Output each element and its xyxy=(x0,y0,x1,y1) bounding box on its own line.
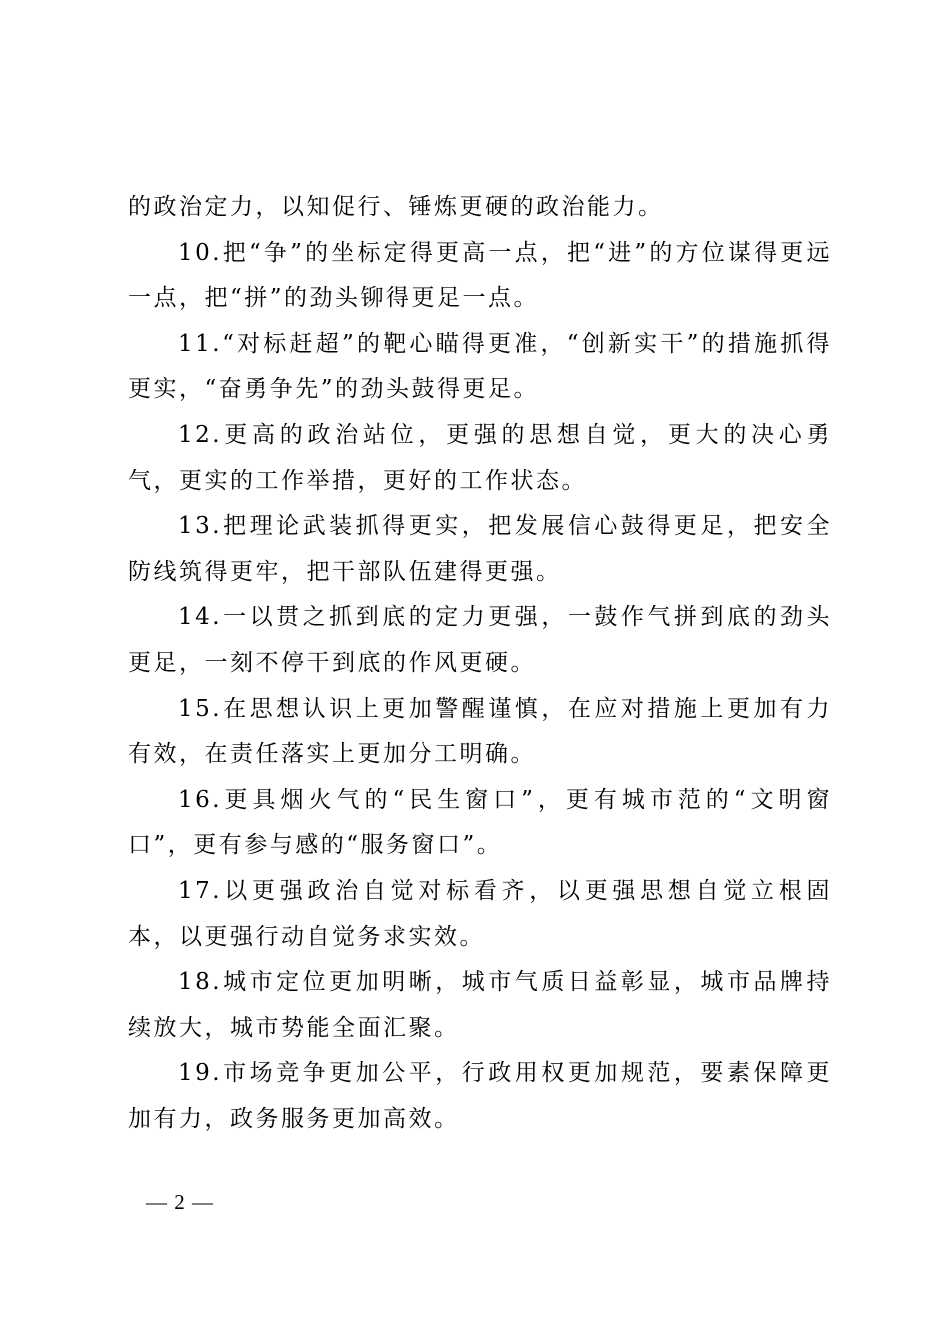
paragraph-item-13: 13.把理论武装抓得更实，把发展信心鼓得更足，把安全防线筑得更牢，把干部队伍建得更强。 xyxy=(128,513,832,585)
paragraph-item-15: 15.在思想认识上更加警醒谨慎，在应对措施上更加有力有效，在责任落实上更加分工明确。 xyxy=(128,695,832,768)
paragraph-item-18: 18.城市定位更加明晰，城市气质日益彰显，城市品牌持续放大，城市势能全面汇聚。 xyxy=(128,969,832,1041)
document-body xyxy=(128,185,832,1142)
paragraph-item-11: 11.“对标赶超”的靶心瞄得更准，“创新实干”的措施抓得更实，“奋勇争先”的劲头鼓得更足。 xyxy=(128,330,832,403)
paragraph-continuation: 的政治定力，以知促行、锤炼更硬的政治能力。 xyxy=(128,194,664,220)
paragraph-item-19: 19.市场竞争更加公平，行政用权更加规范，要素保障更加有力，政务服务更加高效。 xyxy=(128,1060,832,1132)
paragraph-item-14: 14.一以贯之抓到底的定力更强，一鼓作气拼到底的劲头更足，一刻不停干到底的作风更硬。 xyxy=(128,604,832,676)
paragraph-item-17: 17.以更强政治自觉对标看齐，以更强思想自觉立根固本，以更强行动自觉务求实效。 xyxy=(128,877,832,950)
page-number: — 2 — xyxy=(146,1190,214,1214)
paragraph-item-16: 16.更具烟火气的“民生窗口”，更有城市范的“文明窗口”，更有参与感的“服务窗口”。 xyxy=(128,786,832,859)
paragraph-item-12: 12.更高的政治站位，更强的思想自觉，更大的决心勇气，更实的工作举措，更好的工作状态。 xyxy=(128,421,832,494)
paragraph-item-10: 10.把“争”的坐标定得更高一点，把“进”的方位谋得更远一点，把“拼”的劲头铆得更足一点。 xyxy=(128,239,832,312)
